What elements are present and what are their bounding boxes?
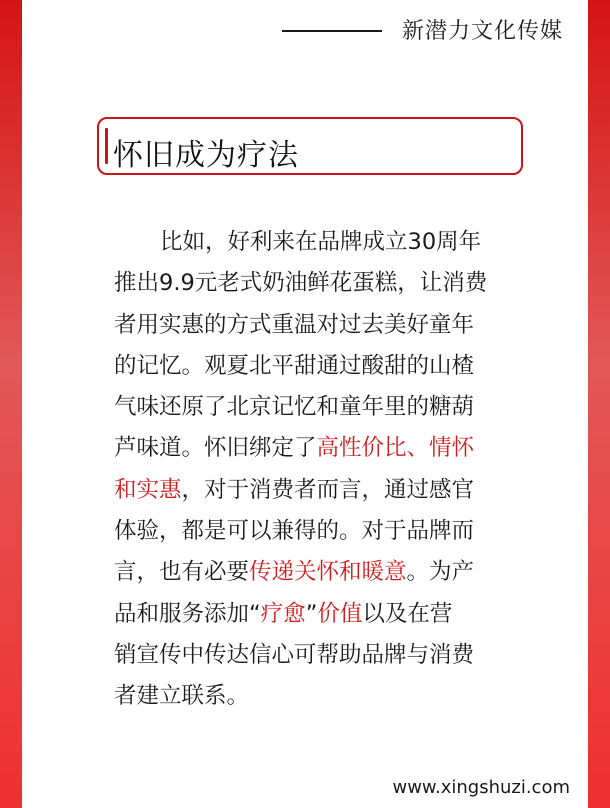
body-paragraph <box>114 222 514 718</box>
section-title: 怀旧成为疗法 <box>113 138 299 173</box>
paragraph-line <box>114 552 514 593</box>
footer-url: www.xingshuzi.com <box>392 777 570 798</box>
text-run: ，对于消费者而言，通过感官 <box>181 476 475 503</box>
title-accent-bar <box>105 128 108 164</box>
paragraph-line: 比如，好利来在品牌成立30周年 <box>160 229 482 255</box>
highlight-text: 和实惠 <box>114 476 182 503</box>
paragraph-line <box>114 470 514 511</box>
paragraph-line <box>114 428 514 469</box>
text-run: 品和服务添加“ <box>114 600 261 627</box>
paragraph-line: 的记忆。观夏北平甜通过酸甜的山楂 <box>114 352 475 379</box>
text-run: 言，也有必要 <box>114 559 250 586</box>
highlight-text: 价值 <box>317 600 363 627</box>
text-run: 以及在营 <box>362 600 453 627</box>
paragraph-line: 者用实惠的方式重温对过去美好童年 <box>114 311 475 338</box>
highlight-text: 高性价比、情怀 <box>316 435 475 462</box>
paragraph-line: 推出9.9元老式奶油鲜花蛋糕，让消费 <box>114 270 488 297</box>
section-title-box <box>97 117 523 175</box>
text-run: 芦味道。怀旧绑定了 <box>114 435 317 462</box>
paragraph-line: 体验，都是可以兼得的。对于品牌而 <box>114 518 475 545</box>
paragraph-line: 气味还原了北京记忆和童年里的糖葫 <box>114 394 475 421</box>
paragraph-line: 销宣传中传达信心可帮助品牌与消费 <box>114 641 475 668</box>
paragraph-line <box>114 594 514 635</box>
paragraph-line: 者建立联系。 <box>114 683 250 710</box>
left-decor-bar <box>0 0 22 808</box>
header-divider <box>282 30 382 32</box>
text-run: ” <box>305 600 318 627</box>
brand-name: 新潜力文化传媒 <box>402 19 564 44</box>
highlight-text: 传递关怀和暖意 <box>249 559 407 586</box>
right-decor-bar <box>588 0 610 808</box>
text-run: 。为产 <box>406 559 475 586</box>
highlight-text: 疗愈 <box>260 600 306 627</box>
